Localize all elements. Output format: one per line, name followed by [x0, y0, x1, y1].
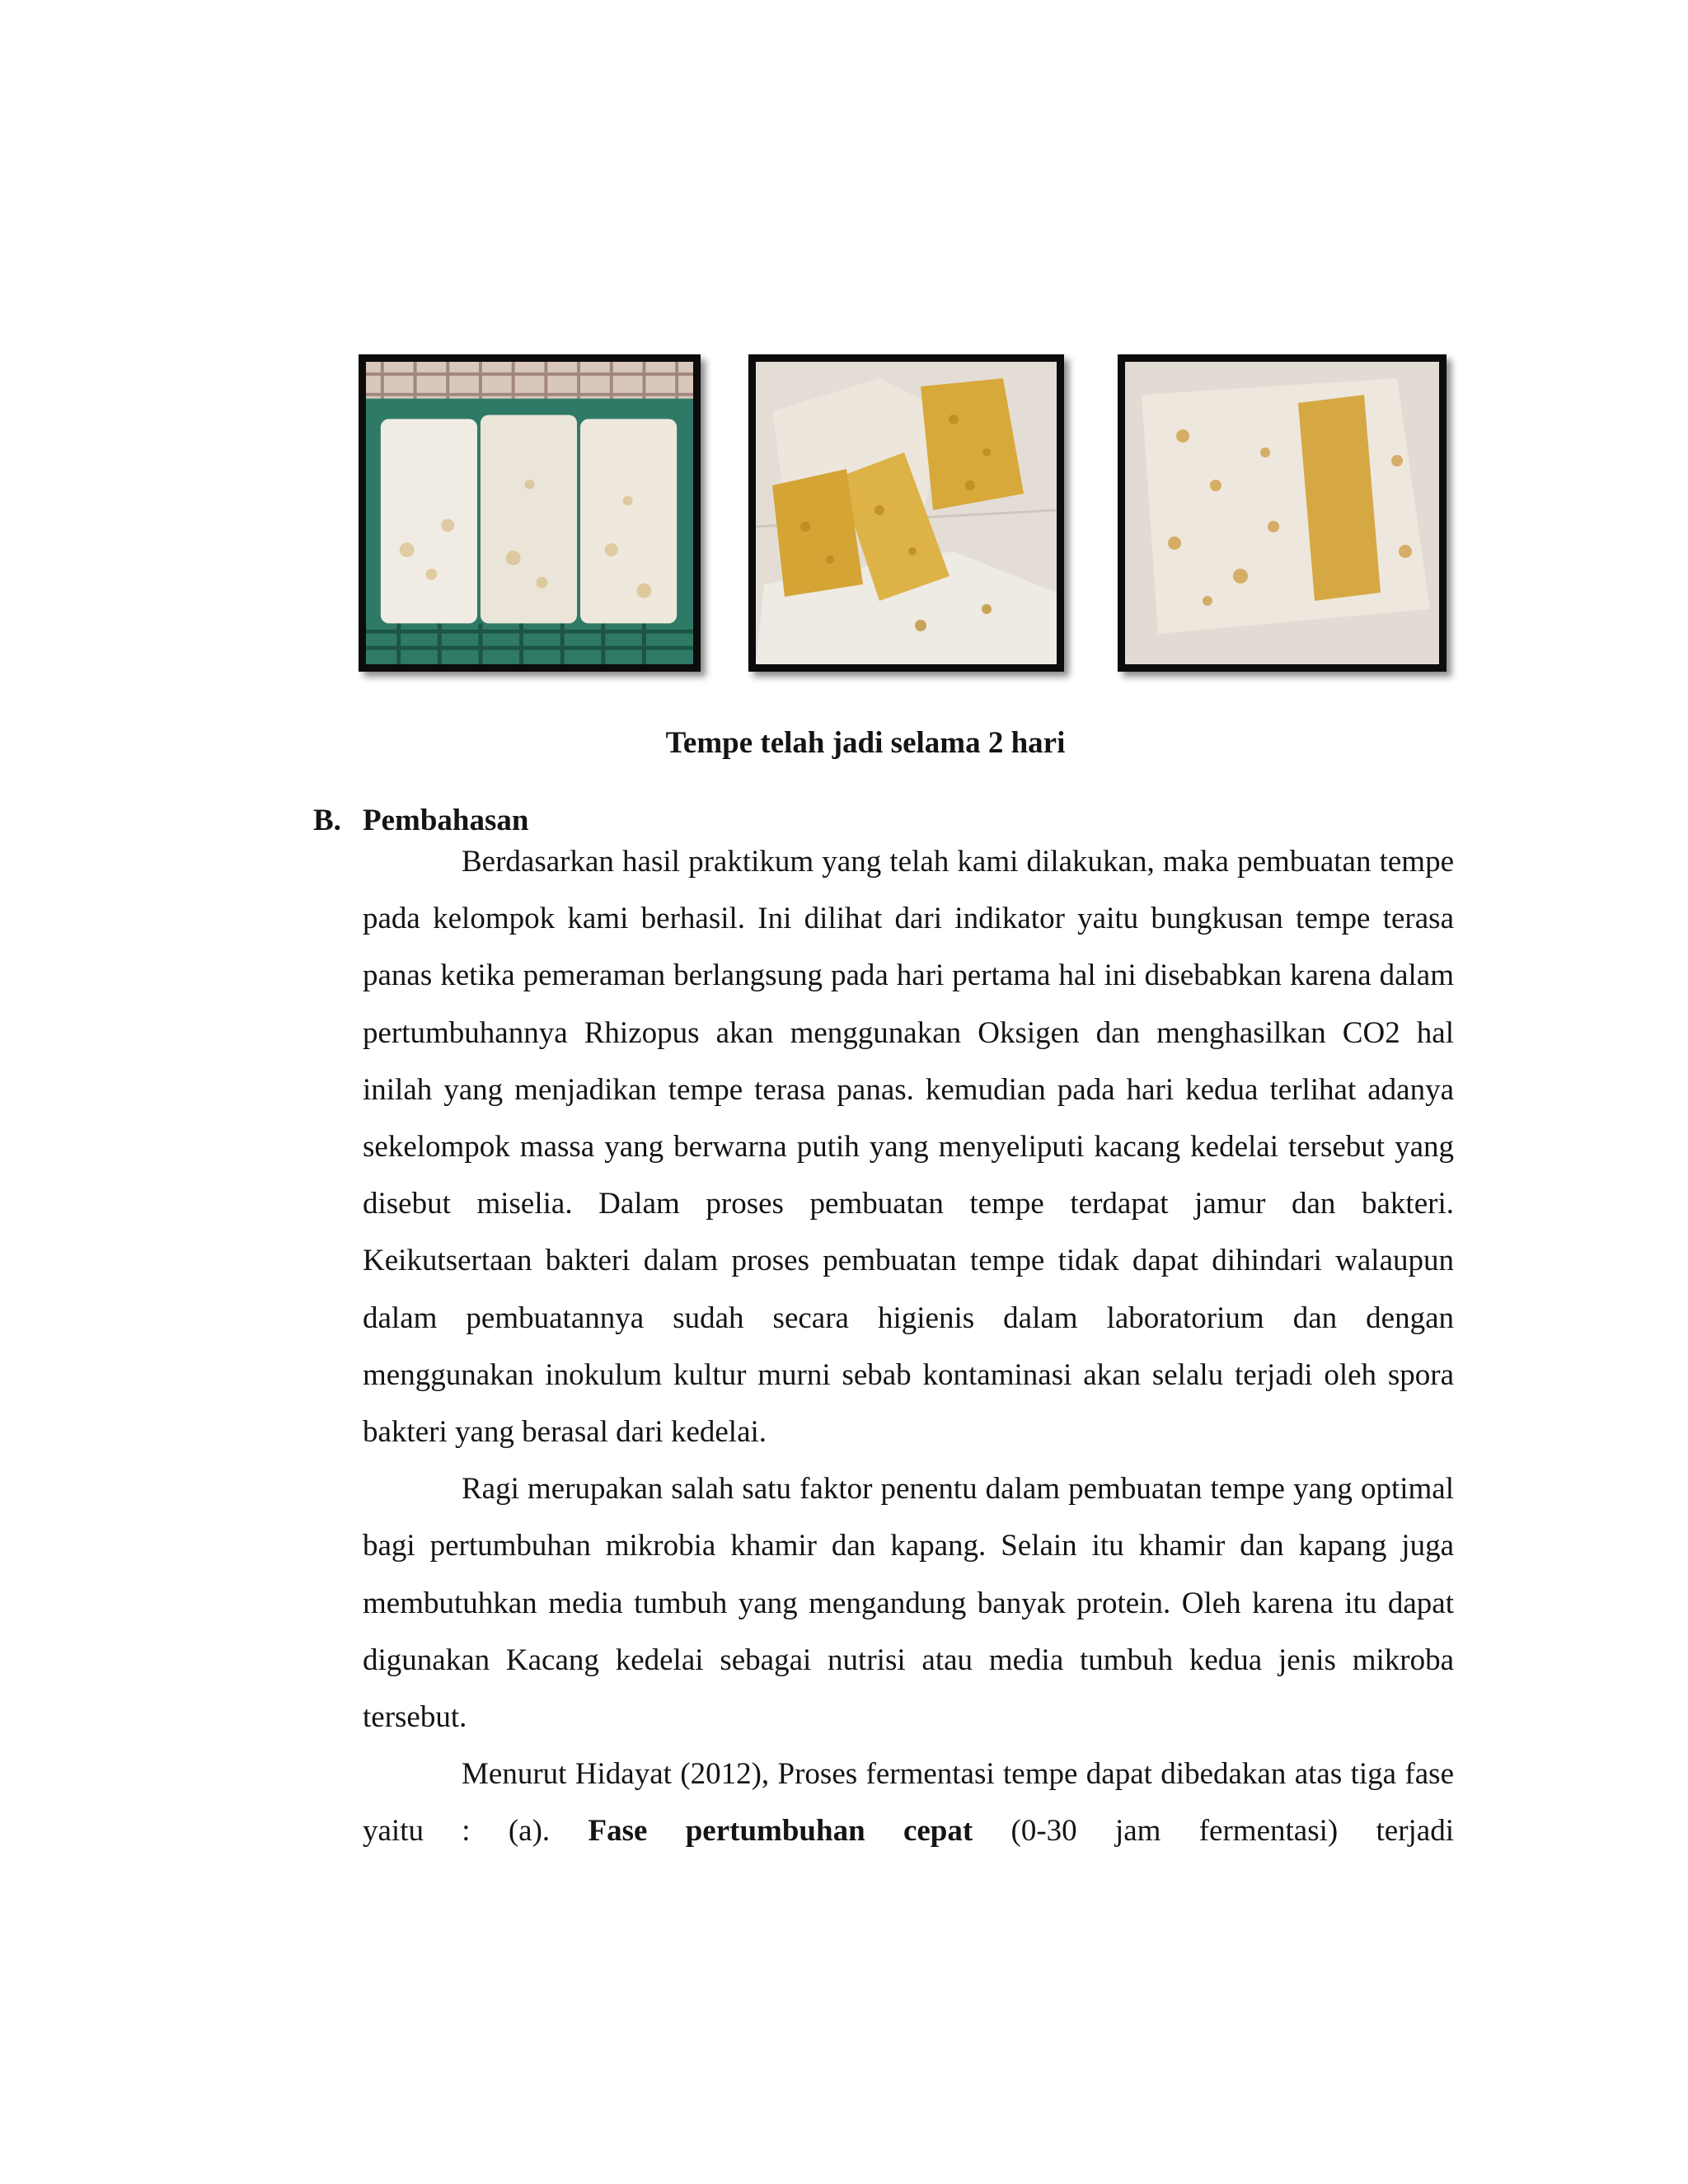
figure-caption: Tempe telah jadi selama 2 hari: [665, 726, 1066, 760]
section-number: B.: [313, 804, 341, 837]
body-text: [363, 833, 1454, 1860]
paragraph-3-text-before: Menurut Hidayat (2012), Proses fermentasi tempe dapat dibedakan atas tiga fase yaitu : (a).: [363, 1757, 1454, 1849]
paragraph-2: Ragi merupakan salah satu faktor penentu dalam pembuatan tempe yang optimal bagi pertumbuhan mikrobia khamir dan kapang. Selain itu khamir dan kapang juga membutuhkan media tumbuh yang mengandung banyak protein. Oleh karena itu dapat digunakan Kacang kedelai sebagai nutrisi atau media tumbuh kedua jenis mikroba tersebut.: [363, 1472, 1454, 1735]
paragraph-3-bold-term: Fase pertumbuhan cepat: [588, 1814, 973, 1849]
tempe-block-image: [1125, 362, 1439, 664]
sliced-tempe-image: [756, 362, 1057, 664]
tempe-in-basket-image: [366, 362, 693, 664]
tempe-photo-sliced: [748, 354, 1064, 672]
paragraph-1: Berdasarkan hasil praktikum yang telah kami dilakukan, maka pembuatan tempe pada kelompok kami berhasil. Ini dilihat dari indikator yaitu bungkusan tempe terasa panas ketika pemeraman berlangsung pada hari pertama hal ini disebabkan karena dalam pertumbuhannya Rhizopus akan menggunakan Oksigen dan menghasilkan CO2 hal inilah yang menjadikan tempe terasa panas. kemudian pada hari kedua terlihat adanya sekelompok massa yang berwarna putih yang menyeliputi kacang kedelai tersebut yang disebut miselia. Dalam proses pembuatan tempe terdapat jamur dan bakteri. Keikutsertaan bakteri dalam proses pembuatan tempe tidak dapat dihindari walaupun dalam pembuatannya sudah secara higienis dalam laboratorium dan dengan menggunakan inokulum kultur murni sebab kontaminasi akan selalu terjadi oleh spora bakteri yang berasal dari kedelai.: [363, 845, 1454, 1450]
tempe-photo-block: [1118, 354, 1447, 672]
section-title: Pembahasan: [363, 804, 529, 837]
tempe-photo-basket: [359, 354, 701, 672]
paragraph-3-text-after: (0-30 jam fermentasi) terjadi: [973, 1814, 1454, 1849]
paragraph-3: [363, 1746, 1454, 1859]
